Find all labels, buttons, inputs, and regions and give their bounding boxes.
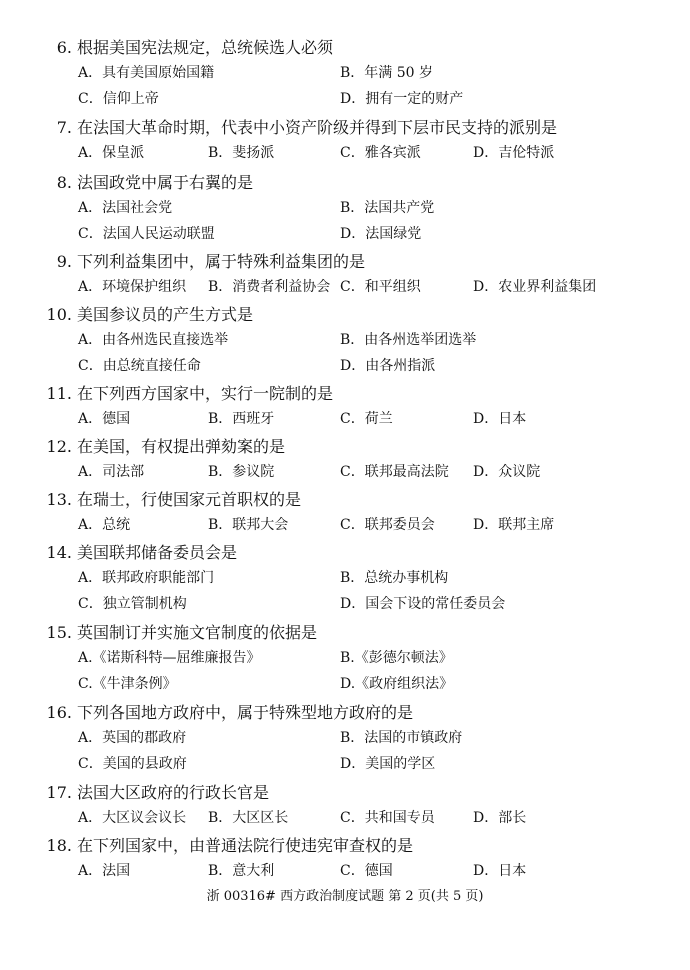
option-d: D．部长	[473, 810, 527, 826]
question-number: 18.	[46, 836, 72, 855]
question-number: 7.	[56, 118, 72, 137]
question-text: 下列利益集团中，属于特殊利益集团的是	[77, 252, 366, 271]
question-text: 在下列西方国家中，实行一院制的是	[77, 384, 334, 403]
question-stem	[0, 780, 269, 803]
option-c: C．美国的县政府	[78, 756, 187, 772]
question-number: 13.	[46, 490, 72, 509]
option-b: B．参议院	[208, 464, 275, 480]
question-stem	[0, 540, 237, 563]
option-a: A．司法部	[78, 464, 145, 480]
option-a: A．大区议会议长	[78, 810, 187, 826]
option-d: D．日本	[473, 411, 527, 427]
option-b: B．西班牙	[208, 411, 275, 427]
question-stem	[0, 487, 301, 510]
option-d: D．吉伦特派	[473, 145, 555, 161]
option-c: C．联邦最高法院	[340, 464, 449, 480]
option-a: A.《诺斯科特—屈维廉报告》	[78, 650, 261, 666]
question-number: 12.	[46, 437, 72, 456]
option-b: B．消费者利益协会	[208, 279, 331, 295]
option-c: C．德国	[340, 863, 393, 879]
option-a: A．英国的郡政府	[78, 730, 187, 746]
option-c: C．荷兰	[340, 411, 393, 427]
question-number: 11.	[46, 384, 72, 403]
question-text: 在法国大革命时期，代表中小资产阶级并得到下层市民支持的派别是	[77, 118, 558, 137]
option-d: D．拥有一定的财产	[340, 91, 464, 107]
question-number: 10.	[46, 305, 72, 324]
option-c: C．联邦委员会	[340, 517, 435, 533]
question-number: 15.	[46, 623, 72, 642]
question-stem	[0, 302, 253, 325]
question-text: 美国联邦储备委员会是	[77, 543, 238, 562]
question-stem	[0, 381, 333, 404]
question-text: 法国政党中属于右翼的是	[77, 173, 254, 192]
option-a: A．保皇派	[78, 145, 145, 161]
question-number: 6.	[56, 38, 72, 57]
option-c: C．独立管制机构	[78, 596, 187, 612]
page-footer: 浙 00316# 西方政治制度试题 第 2 页(共 5 页)	[206, 889, 484, 904]
option-c: C．法国人民运动联盟	[78, 226, 215, 242]
question-text: 在下列国家中，由普通法院行使违宪审查权的是	[77, 836, 414, 855]
option-d: D．众议院	[473, 464, 541, 480]
option-c: C．共和国专员	[340, 810, 435, 826]
question-number: 14.	[46, 543, 72, 562]
question-stem	[0, 170, 253, 193]
option-a: A．法国社会党	[78, 200, 173, 216]
option-a: A．德国	[78, 411, 131, 427]
option-c: C．和平组织	[340, 279, 421, 295]
option-b: B．年满 50 岁	[340, 65, 434, 81]
question-stem	[0, 620, 317, 643]
option-d: D．农业界利益集团	[473, 279, 597, 295]
option-d: D．由各州指派	[340, 358, 436, 374]
question-stem	[0, 249, 365, 272]
option-c: C.《牛津条例》	[78, 676, 177, 692]
option-d: D．法国绿党	[340, 226, 422, 242]
question-stem	[0, 833, 413, 856]
option-d: D.《政府组织法》	[340, 676, 454, 692]
question-stem	[0, 700, 413, 723]
option-c: C．由总统直接任命	[78, 358, 201, 374]
question-text: 下列各国地方政府中，属于特殊型地方政府的是	[77, 703, 414, 722]
question-text: 根据美国宪法规定，总统候选人必须	[77, 38, 334, 57]
option-b: B．总统办事机构	[340, 570, 449, 586]
question-text: 在瑞士，行使国家元首职权的是	[77, 490, 302, 509]
option-a: A．总统	[78, 517, 131, 533]
option-b: B．斐扬派	[208, 145, 275, 161]
question-number: 16.	[46, 703, 72, 722]
option-d: D．日本	[473, 863, 527, 879]
option-c: C．信仰上帝	[78, 91, 159, 107]
option-a: A．具有美国原始国籍	[78, 65, 215, 81]
option-b: B．法国共产党	[340, 200, 435, 216]
option-d: D．联邦主席	[473, 517, 555, 533]
question-number: 9.	[56, 252, 72, 271]
option-b: B．意大利	[208, 863, 275, 879]
option-a: A．联邦政府职能部门	[78, 570, 215, 586]
question-stem	[0, 35, 333, 58]
option-b: B．大区区长	[208, 810, 289, 826]
question-number: 8.	[56, 173, 72, 192]
option-a: A．法国	[78, 863, 131, 879]
question-text: 美国参议员的产生方式是	[77, 305, 254, 324]
question-text: 法国大区政府的行政长官是	[77, 783, 270, 802]
option-b: B．由各州选举团选举	[340, 332, 477, 348]
option-d: D．美国的学区	[340, 756, 436, 772]
option-a: A．环境保护组织	[78, 279, 187, 295]
question-text: 英国制订并实施文官制度的依据是	[77, 623, 318, 642]
question-stem	[0, 434, 285, 457]
question-text: 在美国，有权提出弹劾案的是	[77, 437, 286, 456]
question-number: 17.	[46, 783, 72, 802]
option-c: C．雅各宾派	[340, 145, 421, 161]
option-b: B.《彭德尔顿法》	[340, 650, 453, 666]
option-b: B．联邦大会	[208, 517, 289, 533]
question-stem	[0, 115, 557, 138]
option-b: B．法国的市镇政府	[340, 730, 463, 746]
option-d: D．国会下设的常任委员会	[340, 596, 506, 612]
option-a: A．由各州选民直接选举	[78, 332, 229, 348]
